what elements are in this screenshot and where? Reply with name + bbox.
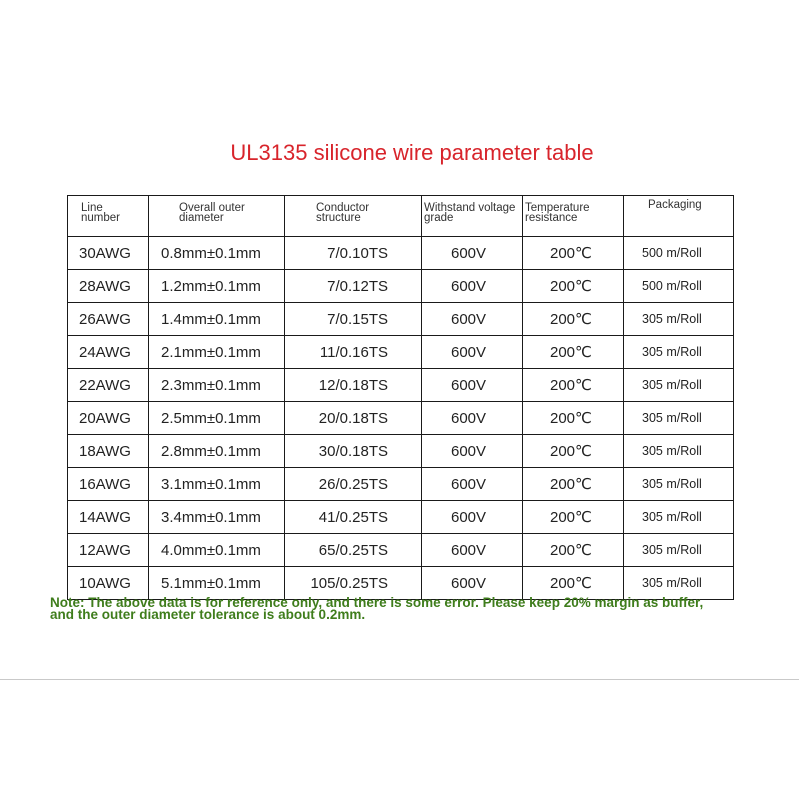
- header-temperature-resistance: Temperature resistance: [523, 196, 624, 237]
- cell-conductor-structure: 7/0.15TS: [285, 303, 422, 336]
- cell-voltage-grade: 600V: [422, 501, 523, 534]
- cell-line-number: 18AWG: [68, 435, 149, 468]
- cell-outer-diameter: 4.0mm±0.1mm: [149, 534, 285, 567]
- cell-packaging: 500 m/Roll: [624, 237, 734, 270]
- cell-packaging: 305 m/Roll: [624, 435, 734, 468]
- cell-outer-diameter: 0.8mm±0.1mm: [149, 237, 285, 270]
- cell-voltage-grade: 600V: [422, 468, 523, 501]
- cell-packaging: 500 m/Roll: [624, 270, 734, 303]
- table-row: [68, 303, 734, 336]
- cell-temperature: 200℃: [523, 270, 624, 303]
- cell-conductor-structure: 65/0.25TS: [285, 534, 422, 567]
- table-row: [68, 336, 734, 369]
- cell-conductor-structure: 7/0.10TS: [285, 237, 422, 270]
- cell-voltage-grade: 600V: [422, 402, 523, 435]
- cell-line-number: 22AWG: [68, 369, 149, 402]
- cell-voltage-grade: 600V: [422, 237, 523, 270]
- header-packaging: Packaging: [624, 196, 734, 237]
- cell-conductor-structure: 105/0.25TS: [285, 567, 422, 600]
- cell-line-number: 12AWG: [68, 534, 149, 567]
- table-row: [68, 435, 734, 468]
- header-line-number: Line number: [68, 196, 149, 237]
- cell-packaging: 305 m/Roll: [624, 402, 734, 435]
- cell-outer-diameter: 5.1mm±0.1mm: [149, 567, 285, 600]
- cell-conductor-structure: 30/0.18TS: [285, 435, 422, 468]
- table-row: [68, 501, 734, 534]
- cell-line-number: 26AWG: [68, 303, 149, 336]
- cell-outer-diameter: 1.4mm±0.1mm: [149, 303, 285, 336]
- note-line-2: and the outer diameter tolerance is about 0.2mm.: [50, 607, 366, 622]
- cell-packaging: 305 m/Roll: [624, 369, 734, 402]
- cell-packaging: 305 m/Roll: [624, 501, 734, 534]
- cell-outer-diameter: 3.1mm±0.1mm: [149, 468, 285, 501]
- table-row: [68, 270, 734, 303]
- cell-packaging: 305 m/Roll: [624, 303, 734, 336]
- cell-temperature: 200℃: [523, 435, 624, 468]
- header-voltage-grade: Withstand voltage grade: [422, 196, 523, 237]
- table-row: [68, 237, 734, 270]
- divider: [0, 679, 799, 680]
- table-row: [68, 402, 734, 435]
- cell-temperature: 200℃: [523, 567, 624, 600]
- cell-temperature: 200℃: [523, 336, 624, 369]
- header-row: [68, 196, 734, 237]
- cell-conductor-structure: 20/0.18TS: [285, 402, 422, 435]
- cell-packaging: 305 m/Roll: [624, 336, 734, 369]
- cell-outer-diameter: 2.3mm±0.1mm: [149, 369, 285, 402]
- cell-outer-diameter: 2.5mm±0.1mm: [149, 402, 285, 435]
- cell-packaging: 305 m/Roll: [624, 534, 734, 567]
- cell-temperature: 200℃: [523, 501, 624, 534]
- cell-packaging: 305 m/Roll: [624, 468, 734, 501]
- cell-conductor-structure: 12/0.18TS: [285, 369, 422, 402]
- disclaimer-note: [50, 597, 799, 621]
- cell-voltage-grade: 600V: [422, 534, 523, 567]
- cell-voltage-grade: 600V: [422, 336, 523, 369]
- cell-temperature: 200℃: [523, 237, 624, 270]
- cell-outer-diameter: 2.8mm±0.1mm: [149, 435, 285, 468]
- table-row: [68, 468, 734, 501]
- cell-line-number: 10AWG: [68, 567, 149, 600]
- table-body: [68, 237, 734, 600]
- cell-conductor-structure: 11/0.16TS: [285, 336, 422, 369]
- cell-line-number: 20AWG: [68, 402, 149, 435]
- cell-conductor-structure: 41/0.25TS: [285, 501, 422, 534]
- cell-voltage-grade: 600V: [422, 270, 523, 303]
- cell-line-number: 28AWG: [68, 270, 149, 303]
- cell-temperature: 200℃: [523, 303, 624, 336]
- cell-outer-diameter: 1.2mm±0.1mm: [149, 270, 285, 303]
- page-title: UL3135 silicone wire parameter table: [230, 140, 594, 165]
- cell-conductor-structure: 26/0.25TS: [285, 468, 422, 501]
- note-line-1: Note: The above data is for reference only, and there is some error. Please keep 20% margin as buffer,: [50, 595, 704, 610]
- table-row: [68, 369, 734, 402]
- cell-voltage-grade: 600V: [422, 303, 523, 336]
- cell-conductor-structure: 7/0.12TS: [285, 270, 422, 303]
- cell-line-number: 16AWG: [68, 468, 149, 501]
- cell-line-number: 24AWG: [68, 336, 149, 369]
- header-outer-diameter: Overall outer diameter: [149, 196, 285, 237]
- table-row: [68, 534, 734, 567]
- cell-voltage-grade: 600V: [422, 369, 523, 402]
- table-header: [68, 196, 734, 237]
- cell-temperature: 200℃: [523, 468, 624, 501]
- cell-outer-diameter: 2.1mm±0.1mm: [149, 336, 285, 369]
- cell-voltage-grade: 600V: [422, 435, 523, 468]
- cell-packaging: 305 m/Roll: [624, 567, 734, 600]
- header-conductor-structure: Conductor structure: [285, 196, 422, 237]
- cell-temperature: 200℃: [523, 369, 624, 402]
- cell-voltage-grade: 600V: [422, 567, 523, 600]
- cell-line-number: 30AWG: [68, 237, 149, 270]
- parameter-table: [67, 195, 734, 600]
- cell-temperature: 200℃: [523, 402, 624, 435]
- cell-outer-diameter: 3.4mm±0.1mm: [149, 501, 285, 534]
- cell-temperature: 200℃: [523, 534, 624, 567]
- cell-line-number: 14AWG: [68, 501, 149, 534]
